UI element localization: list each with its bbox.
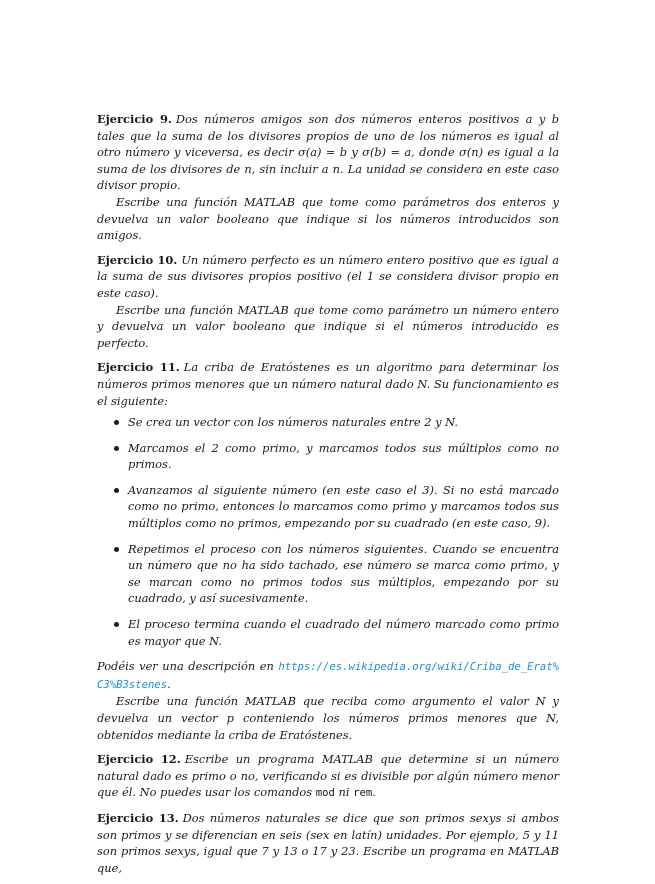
exercise-9 [97,111,559,244]
bullet-icon [114,488,119,493]
exercise-9-statement [97,111,559,194]
sieve-step-3: Avanzamos al siguiente número (en este caso el 3). Si no está marcado como no primo, entonces lo marcamos como primo y marcamos todos sus múltiplos como no primos, empezando por su cuadrado (en este caso, 9). [128,482,559,531]
list-item [128,414,559,431]
sieve-steps-list [97,414,559,649]
exercise-10-statement [97,252,559,302]
exercise-9-text: Dos números amigos son dos números enteros positivos a y b tales que la suma de los divisores propios de uno de los números es igual al otro número y viceversa, es decir σ(a) = b y σ(b) = a, donde σ(n) es igual a la suma de los divisores de n, sin incluir a n. La unidad se considera en este caso divisor propio. [97,112,559,193]
exercise-10 [97,252,559,352]
exercise-13-title: Ejercicio 13. [97,810,179,825]
exercise-9-task: Escribe una función MATLAB que tome como parámetros dos enteros y devuelva un valor booleano que indique si los números introducidos son amigos. [97,194,559,243]
exercise-11 [97,359,559,743]
exercise-11-title: Ejercicio 11. [97,360,180,375]
exercise-12 [97,751,559,802]
sieve-step-5: El proceso termina cuando el cuadrado del número marcado como primo es mayor que N. [128,617,559,648]
exercise-12-statement [97,751,559,802]
bullet-icon [114,446,119,451]
sieve-step-4: Repetimos el proceso con los números siguientes. Cuando se encuentra un número que no ha sido tachado, ese número se marca como primo, y se marcan como no primos todos sus múltiplos, empezando por su cuadrado, y así sucesivamente. [128,541,559,606]
bullet-icon [114,622,119,627]
bullet-icon [114,547,119,552]
sieve-step-2: Marcamos el 2 como primo, y marcamos todos sus múltiplos como no primos. [128,440,559,472]
exercise-12-text: Escribe un programa MATLAB que determine si un número natural dado es primo o no, verificando si es divisible por algún número menor que él. No puedes usar los comandos [97,752,559,800]
list-item [128,482,559,532]
bullet-icon [114,420,119,425]
list-item [128,440,559,473]
exercise-12-end: . [372,785,376,800]
code-rem: rem [353,787,373,800]
exercise-10-task: Escribe una función MATLAB que tome como parámetro un número entero y devuelva un valor booleano que indique si el números introducido es perfecto. [97,302,559,350]
sieve-step-1: Se crea un vector con los números naturales entre 2 y N. [128,415,459,430]
list-item [128,616,559,649]
exercise-10-title: Ejercicio 10. [97,252,178,267]
reference-prefix: Podéis ver una descripción en [97,659,274,674]
exercise-11-reference [97,658,559,693]
page-content [97,111,559,884]
list-item [128,541,559,607]
exercise-13-text: Dos números naturales se dice que son primos sexys si ambos son primos y se diferencian en seis (sex en latín) unidades. Por ejemplo, 5 y 11 son primos sexys, igual que 7 y 13 o 17 y 23. Escribe un programa en MATLAB que, [97,810,559,875]
exercise-11-task: Escribe una función MATLAB que reciba como argumento el valor N y devuelva un vector p conteniendo los números primos menores que N, obtenidos mediante la criba de Eratóstenes. [97,694,559,742]
wikipedia-link[interactable]: https://es.wikipedia.org/wiki/Criba_de_Erat%C3%B3stenes [97,661,559,691]
exercise-13 [97,810,559,876]
exercise-10-text: Un número perfecto es un número entero positivo que es igual a la suma de sus divisores propios positivo (el 1 se considera divisor propio en este caso). [97,252,559,300]
reference-suffix: . [167,676,171,691]
code-mod: mod [315,787,335,800]
exercise-12-title: Ejercicio 12. [97,752,181,767]
exercise-13-statement [97,810,559,876]
exercise-11-intro: La criba de Eratóstenes es un algoritmo para determinar los números primos menores que un número natural dado N. Su funcionamiento es el siguiente: [97,360,559,408]
exercise-11-statement [97,359,559,409]
exercise-9-title: Ejercicio 9. [97,112,172,126]
exercise-12-conj: ni [338,785,350,800]
